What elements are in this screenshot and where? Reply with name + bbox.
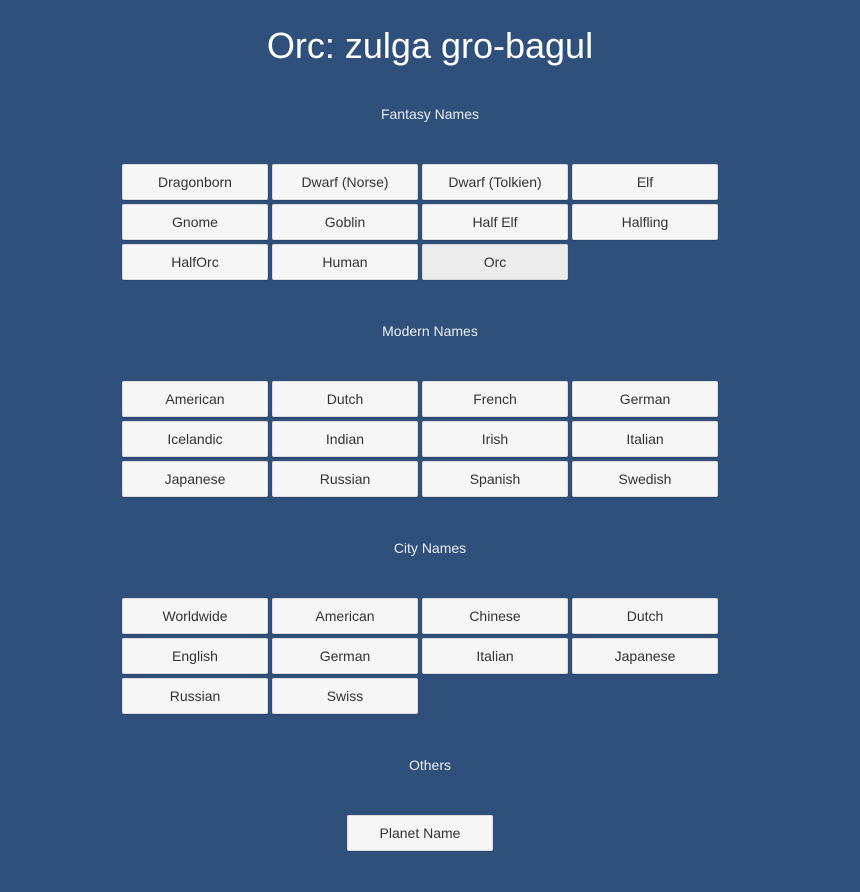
city-swiss-button[interactable]: Swiss [272, 678, 418, 714]
city-german-button[interactable]: German [272, 638, 418, 674]
fantasy-names-heading: Fantasy Names [380, 106, 480, 122]
city-dutch-button[interactable]: Dutch [572, 598, 718, 634]
french-button[interactable]: French [422, 381, 568, 417]
goblin-button[interactable]: Goblin [272, 204, 418, 240]
italian-button[interactable]: Italian [572, 421, 718, 457]
indian-button[interactable]: Indian [272, 421, 418, 457]
city-russian-button[interactable]: Russian [122, 678, 268, 714]
modern-names-grid [122, 381, 718, 497]
city-american-button[interactable]: American [272, 598, 418, 634]
gnome-button[interactable]: Gnome [122, 204, 268, 240]
city-names-grid [122, 598, 718, 714]
city-italian-button[interactable]: Italian [422, 638, 568, 674]
halfling-button[interactable]: Halfling [572, 204, 718, 240]
elf-button[interactable]: Elf [572, 164, 718, 200]
city-japanese-button[interactable]: Japanese [572, 638, 718, 674]
dragonborn-button[interactable]: Dragonborn [122, 164, 268, 200]
russian-button[interactable]: Russian [272, 461, 418, 497]
fantasy-names-grid [122, 164, 718, 280]
city-names-heading: City Names [393, 540, 467, 556]
orc-button[interactable]: Orc [422, 244, 568, 280]
american-button[interactable]: American [122, 381, 268, 417]
icelandic-button[interactable]: Icelandic [122, 421, 268, 457]
spanish-button[interactable]: Spanish [422, 461, 568, 497]
german-button[interactable]: German [572, 381, 718, 417]
japanese-button[interactable]: Japanese [122, 461, 268, 497]
planet-name-button[interactable]: Planet Name [347, 815, 493, 851]
human-button[interactable]: Human [272, 244, 418, 280]
dutch-button[interactable]: Dutch [272, 381, 418, 417]
dwarf-tolkien-button[interactable]: Dwarf (Tolkien) [422, 164, 568, 200]
irish-button[interactable]: Irish [422, 421, 568, 457]
half-elf-button[interactable]: Half Elf [422, 204, 568, 240]
city-worldwide-button[interactable]: Worldwide [122, 598, 268, 634]
page-title: Orc: zulga gro-bagul [266, 25, 594, 66]
city-chinese-button[interactable]: Chinese [422, 598, 568, 634]
city-english-button[interactable]: English [122, 638, 268, 674]
dwarf-norse-button[interactable]: Dwarf (Norse) [272, 164, 418, 200]
halforc-button[interactable]: HalfOrc [122, 244, 268, 280]
swedish-button[interactable]: Swedish [572, 461, 718, 497]
modern-names-heading: Modern Names [382, 323, 478, 339]
others-heading: Others [408, 757, 451, 773]
